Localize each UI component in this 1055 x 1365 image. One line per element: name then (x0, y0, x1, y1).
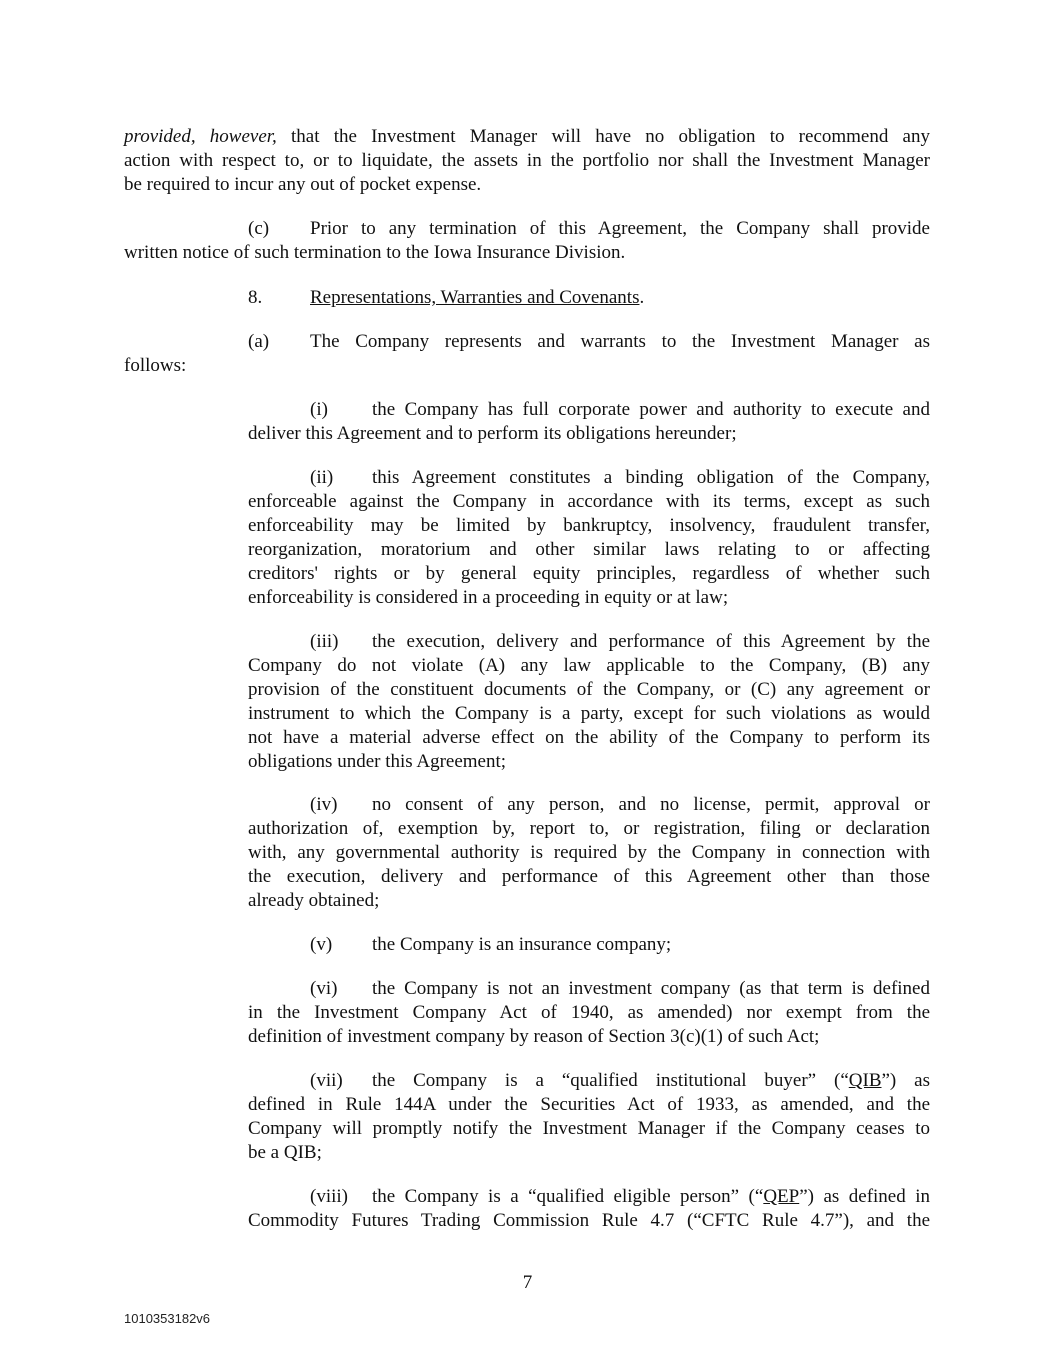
item-ii (248, 466, 930, 610)
item-v (248, 933, 930, 957)
item-label: (viii) (310, 1186, 348, 1207)
item-label: (v) (310, 934, 333, 955)
item-vii (248, 1069, 930, 1165)
item-label: (vii) (310, 1070, 343, 1091)
item-line: this Agreement constitutes a binding obligation of the Company, (372, 467, 930, 488)
item-line: the execution, delivery and performance of this Agreement by the (372, 631, 930, 652)
proviso-line: action with respect to, or to liquidate, the assets in the portfolio nor shall the Investment Manager (124, 150, 930, 171)
item-line: the Company is a “qualified eligible person” (“ (372, 1186, 764, 1207)
proviso-line: that the Investment Manager will have no obligation to recommend any (291, 126, 930, 147)
paragraph-a (124, 330, 930, 378)
paragraph-c (124, 217, 930, 265)
item-line: ”) as (881, 1070, 930, 1091)
item-vi (248, 977, 930, 1049)
proviso-paragraph (124, 125, 930, 197)
item-viii (248, 1185, 930, 1233)
paragraph-label: (c) (248, 218, 270, 239)
item-line: enforceability is considered in a proceeding in equity or at law; (248, 587, 729, 608)
item-line: already obtained; (248, 890, 380, 911)
item-line: ”) as defined in (799, 1186, 930, 1207)
paragraph-line: written notice of such termination to the Iowa Insurance Division. (124, 242, 626, 263)
item-line: enforceable against the Company in accordance with its terms, except as such (248, 491, 930, 512)
paragraph-line: The Company represents and warrants to the Investment Manager as (310, 331, 930, 352)
item-line: not have a material adverse effect on the ability of the Company to perform its (248, 727, 930, 748)
item-label: (ii) (310, 467, 334, 488)
defined-term-qep: QEP (763, 1186, 800, 1207)
section-title: Representations, Warranties and Covenants (310, 287, 640, 308)
item-label: (vi) (310, 978, 338, 999)
section-title-period: . (639, 287, 645, 308)
item-label: (i) (310, 399, 328, 420)
item-line: creditors' rights or by general equity principles, regardless of whether such (248, 563, 930, 584)
item-line: the Company is an insurance company; (372, 934, 672, 955)
document-id: 1010353182v6 (124, 1311, 211, 1326)
item-line: deliver this Agreement and to perform its obligations hereunder; (248, 423, 737, 444)
item-line: the Company is not an investment company (as that term is defined (372, 978, 930, 999)
item-line: the execution, delivery and performance of this Agreement other than those (248, 866, 930, 887)
item-iii (248, 630, 930, 774)
item-line: authorization of, exemption by, report to, or registration, filing or declaration (248, 818, 930, 839)
section-number: 8. (248, 287, 263, 308)
item-line: reorganization, moratorium and other similar laws relating to or affecting (248, 539, 930, 560)
item-line: the Company has full corporate power and authority to execute and (372, 399, 930, 420)
paragraph-line: Prior to any termination of this Agreement, the Company shall provide (310, 218, 930, 239)
item-line: definition of investment company by reason of Section 3(c)(1) of such Act; (248, 1026, 820, 1047)
item-line: obligations under this Agreement; (248, 751, 507, 772)
item-iv (248, 793, 930, 913)
item-line: defined in Rule 144A under the Securities Act of 1933, as amended, and the (248, 1094, 930, 1115)
item-line: no consent of any person, and no license, permit, approval or (372, 794, 930, 815)
item-line: enforceability may be limited by bankruptcy, insolvency, fraudulent transfer, (248, 515, 930, 536)
item-line: the Company is a “qualified institutional buyer” (“ (372, 1070, 849, 1091)
item-line: Company do not violate (A) any law applicable to the Company, (B) any (248, 655, 930, 676)
item-line: Commodity Futures Trading Commission Rule 4.7 (“CFTC Rule 4.7”), and the (248, 1210, 930, 1231)
item-line: in the Investment Company Act of 1940, as amended) nor exempt from the (248, 1002, 930, 1023)
paragraph-label: (a) (248, 331, 270, 352)
item-line: instrument to which the Company is a party, except for such violations as would (248, 703, 930, 724)
proviso-italic: provided, however, (124, 126, 277, 147)
item-line: be a QIB; (248, 1142, 322, 1163)
defined-term-qib: QIB (848, 1070, 882, 1091)
proviso-line: be required to incur any out of pocket expense. (124, 174, 482, 195)
item-label: (iii) (310, 631, 339, 652)
item-line: with, any governmental authority is required by the Company in connection with (248, 842, 930, 863)
item-line: provision of the constituent documents of the Company, or (C) any agreement or (248, 679, 930, 700)
item-i (248, 398, 930, 446)
page-number: 7 (522, 1272, 533, 1293)
item-label: (iv) (310, 794, 338, 815)
section-8-heading (248, 286, 930, 310)
paragraph-line: follows: (124, 355, 187, 376)
item-line: Company will promptly notify the Investment Manager if the Company ceases to (248, 1118, 930, 1139)
